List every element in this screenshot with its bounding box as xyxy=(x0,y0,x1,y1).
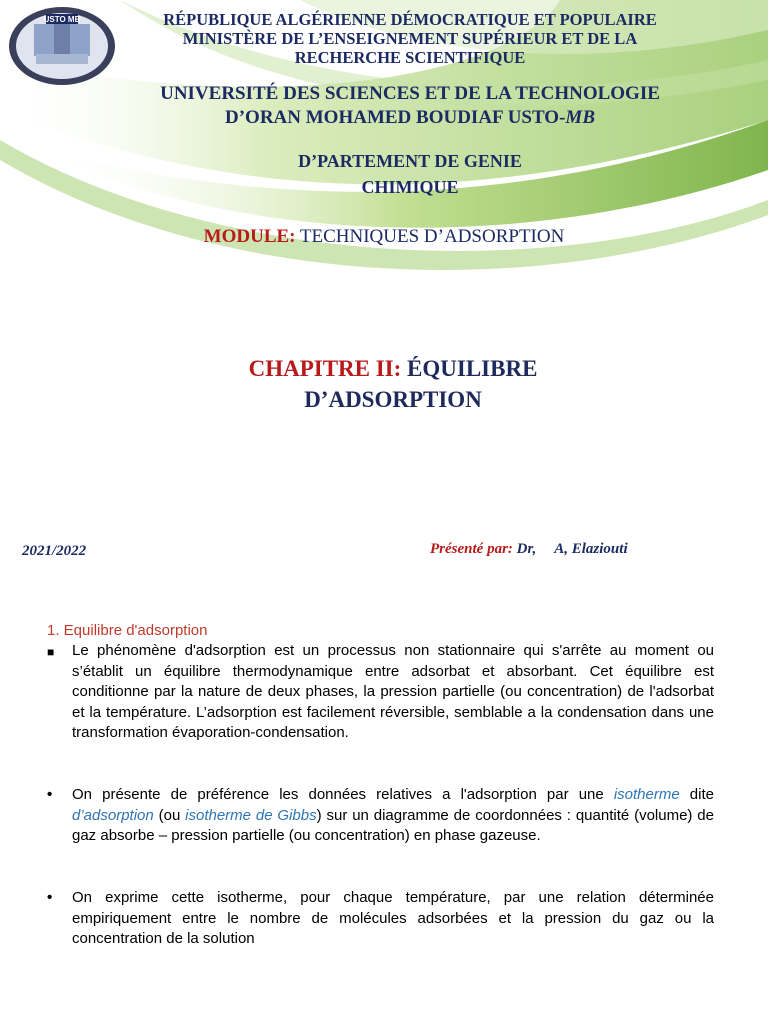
chapter-title-part-1: ÉQUILIBRE xyxy=(401,356,538,381)
paragraph-item xyxy=(47,641,714,744)
university-line-1: UNIVERSITÉ DES SCIENCES ET DE LA TECHNOLOGIE xyxy=(160,83,660,104)
module-label: MODULE: xyxy=(203,226,296,247)
round-bullet-icon: • xyxy=(47,889,53,906)
module-value: TECHNIQUES D’ADSORPTION xyxy=(295,226,565,247)
department-line-2: CHIMIQUE xyxy=(361,177,459,197)
university-logo xyxy=(6,4,118,88)
university-name xyxy=(110,82,710,130)
presenter-label: Présenté par: xyxy=(430,541,513,557)
chapter-title-part-2: D’ADSORPTION xyxy=(304,387,482,412)
presenter xyxy=(430,541,628,558)
paragraph-text-d: ) sur un diagramme de coordonnées : quantité (volume) de gaz absorbe – pression partielle (ou concentration) en phase gazeuse. xyxy=(72,806,714,844)
paragraph-text-b: dite xyxy=(679,786,714,803)
square-bullet-icon: ■ xyxy=(47,645,55,659)
module-line xyxy=(0,226,768,248)
header-line-3: RECHERCHE SCIENTIFIQUE xyxy=(294,48,526,67)
paragraph-text-a: On présente de préférence les données relatives a l'adsorption par une xyxy=(72,786,614,803)
presenter-title: Dr, xyxy=(512,541,537,557)
academic-year: 2021/2022 xyxy=(22,543,87,559)
department-name xyxy=(110,148,710,200)
chapter-label: CHAPITRE II: xyxy=(248,356,402,381)
section-title: 1. Equilibre d'adsorption xyxy=(47,622,208,639)
university-line-2-text: D’ORAN MOHAMED BOUDIAF USTO- xyxy=(225,107,566,128)
presenter-name: A, Elaziouti xyxy=(554,541,628,557)
republic-header xyxy=(110,10,710,67)
paragraph-text: Le phénomène d'adsorption est un processus non stationnaire qui s'arrête au moment ou s’établit un équilibre thermodynamique entre adsorbat et absorbant. Cet équilibre est conditionne par la nature de deux phases, la pression partielle (ou concentration) de l'adsorbat et la température. L’adsorption est facilement réversible, semblable a la condensation dans une transformation évaporation-condensation. xyxy=(72,642,714,741)
term-adsorption: d’adsorption xyxy=(72,806,154,824)
header-line-2: MINISTÈRE DE L’ENSEIGNEMENT SUPÉRIEUR ET DE LA xyxy=(182,29,638,48)
term-isotherme-gibbs: isotherme de Gibbs xyxy=(185,806,317,824)
university-line-2 xyxy=(110,106,710,130)
paragraph-item xyxy=(47,785,714,847)
round-bullet-icon: • xyxy=(47,786,53,803)
paragraph-text: On exprime cette isotherme, pour chaque température, par une relation déterminée empiriquement entre le nombre de molécules adsorbées et la pression du gaz ou la concentration de la solution xyxy=(72,889,714,947)
chapter-title xyxy=(0,353,768,415)
paragraph-text-c: (ou xyxy=(153,806,186,824)
paragraph-item xyxy=(47,888,714,950)
term-isotherme: isotherme xyxy=(613,786,680,803)
university-line-2-italic: MB xyxy=(565,107,595,128)
department-line-1: D’PARTEMENT DE GENIE xyxy=(298,151,522,171)
header-line-1: RÉPUBLIQUE ALGÉRIENNE DÉMOCRATIQUE ET POPULAIRE xyxy=(163,10,657,29)
logo-text: USTO MB xyxy=(43,15,81,24)
